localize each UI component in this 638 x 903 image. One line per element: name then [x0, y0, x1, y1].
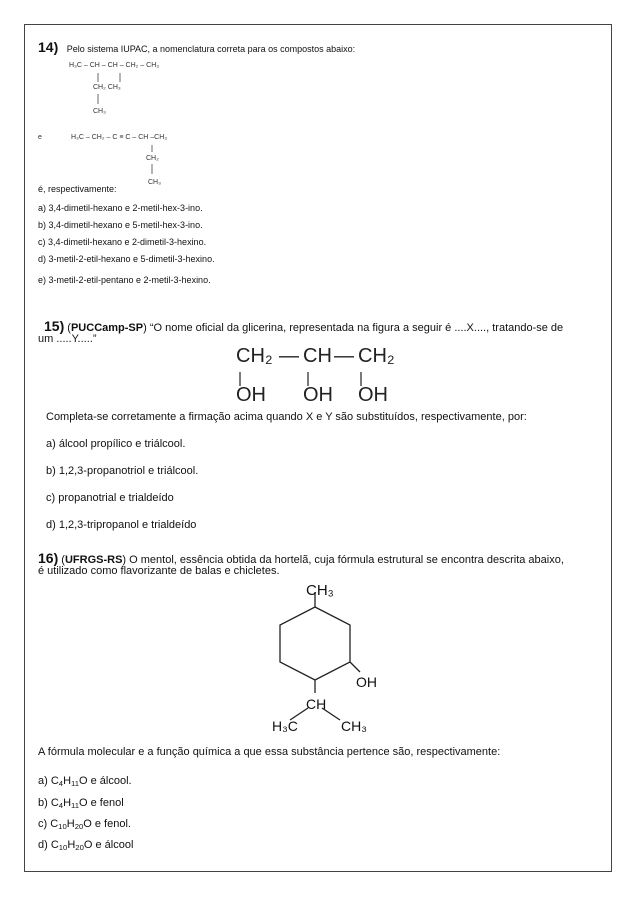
menthol-ch3-top: CH₃: [306, 582, 334, 599]
option-c: c) propanotrial e trialdeído: [46, 492, 174, 504]
question-prompt-line-1: O mentol, essência obtida da hortelã, cuja fórmula estrutural se encontra descrita abaixo,: [129, 554, 564, 566]
structure-1-main: H₃C – CH – CH – CH₂ – CH₃: [69, 62, 160, 69]
question-number: 16): [38, 550, 59, 566]
question-prompt-line-2: é utilizado como flavorizante de balas e chicletes.: [38, 565, 280, 577]
menthol-h3c: H₃C: [272, 718, 298, 734]
question-prompt-line-2: um .....Y.....”: [38, 333, 97, 345]
option-e: e) 3-metil-2-etil-pentano e 2-metil-3-hexino.: [38, 275, 211, 285]
glycerin-carbon-2: CH: [303, 345, 332, 367]
glycerin-dash-2: —: [334, 345, 354, 367]
option-d: d) 3-metil-2-etil-hexano e 5-dimetil-3-hexino.: [38, 254, 215, 264]
glycerin-carbon-3: CH₂: [358, 345, 395, 367]
structure-2-bonds: [140, 142, 170, 182]
question-number: 15): [44, 318, 65, 334]
glycerin-carbon-1: CH₂: [236, 345, 273, 367]
option-c: c) 3,4-dimetil-hexano e 2-dimetil-3-hexino.: [38, 237, 207, 247]
option-b: b) $C_4H_{11}O$ e fenol: [38, 797, 124, 810]
structure-2-branch-end: CH₃: [148, 179, 161, 186]
option-d: d) $C_{10}H_{20}O$ e álcool: [38, 839, 134, 852]
option-a: a) 3,4-dimetil-hexano e 2-metil-hex-3-ino.: [38, 203, 203, 213]
question-source: PUCCamp-SP: [70, 322, 144, 334]
option-a: a) álcool propílico e triálcool.: [46, 438, 186, 450]
glycerin-oh-2: OH: [303, 384, 333, 406]
question-source: UFRGS-RS: [64, 554, 123, 566]
structure-1-branch-end: CH₃: [93, 108, 106, 115]
question-16-header: 16) (UFRGS-RS) O mentol, essência obtida da hortelã, cuja fórmula estrutural se encontra descrita abaixo,: [38, 550, 564, 566]
question-14-header: [38, 39, 355, 57]
menthol-oh: OH: [356, 674, 377, 690]
question-prompt: Pelo sistema IUPAC, a nomenclatura correta para os compostos abaixo:: [66, 44, 356, 54]
option-c: c) $C_{10}H_{20}O$ e fenol.: [38, 818, 131, 831]
option-b: b) 1,2,3-propanotriol e triálcool.: [46, 465, 199, 477]
structure-2-main: H₃C – CH₂ – C ≡ C – CH –CH₃: [71, 134, 168, 141]
structure-1-branch: CH₂ CH₃: [93, 84, 121, 91]
question-16-lead: A fórmula molecular e a função química a que essa substância pertence são, respectivamente:: [38, 746, 501, 758]
structure-2-branch: CH₂: [146, 155, 159, 162]
option-b: b) 3,4-dimetil-hexano e 5-metil-hex-3-ino.: [38, 220, 203, 230]
question-15-lead: Completa-se corretamente a firmação acima quando X e Y são substituídos, respectivamente, por:: [46, 411, 527, 423]
glycerin-oh-3: OH: [358, 384, 388, 406]
menthol-ch3-right: CH₃: [341, 718, 367, 734]
glycerin-dash-1: —: [279, 345, 299, 367]
question-14-lead: é, respectivamente:: [38, 184, 117, 194]
question-prompt-line-1: “O nome oficial da glicerina, representada na figura a seguir é ....X...., tratando-se de: [149, 322, 564, 334]
question-number: 14): [38, 39, 59, 55]
question-15-header: 15) (PUCCamp-SP) “O nome oficial da glicerina, representada na figura a seguir é ....X...., tratando-se de: [44, 318, 564, 334]
option-d: d) 1,2,3-tripropanol e trialdeído: [46, 519, 197, 531]
glycerin-oh-1: OH: [236, 384, 266, 406]
menthol-structure: [260, 580, 390, 740]
connector-e: e: [38, 134, 42, 141]
menthol-ch: CH: [306, 696, 327, 712]
option-a: a) $C_4H_{11}O$ e álcool.: [38, 775, 132, 788]
